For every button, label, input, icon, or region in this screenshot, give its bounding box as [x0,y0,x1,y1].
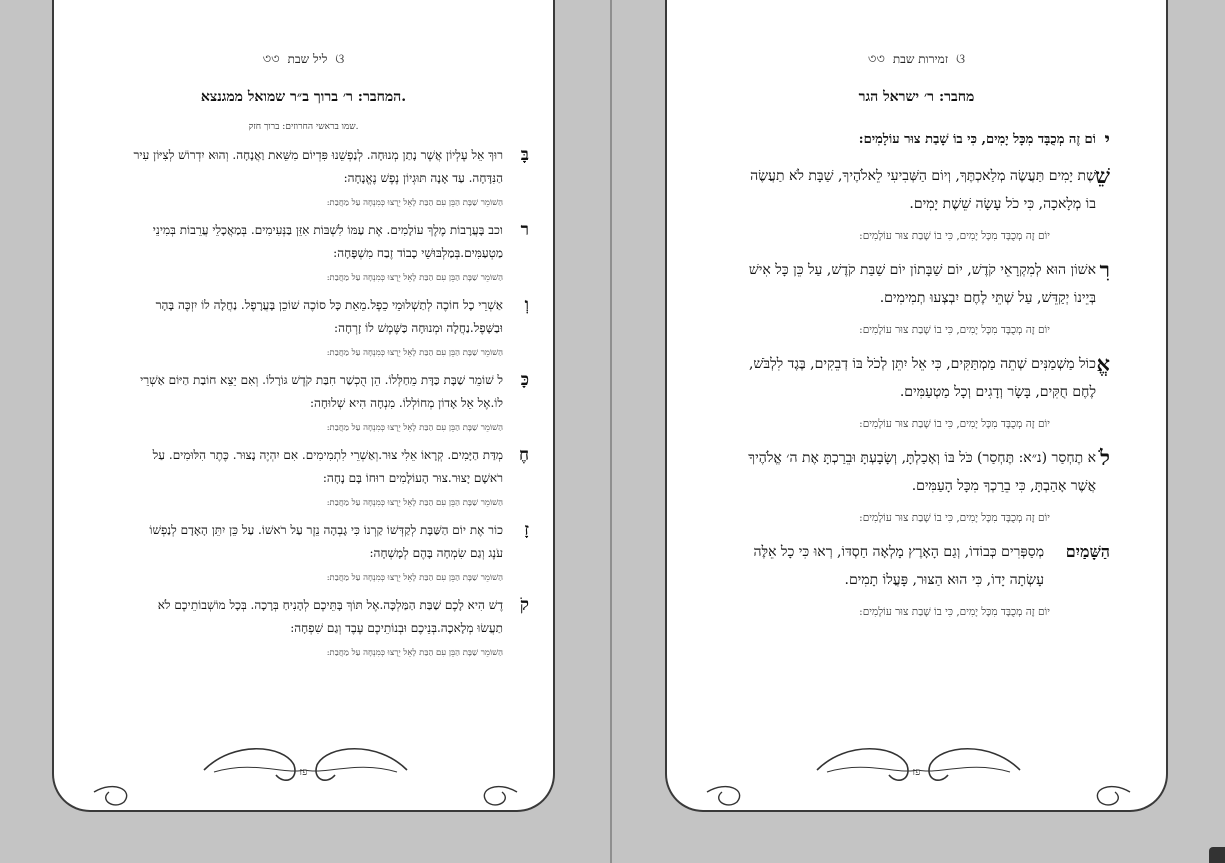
refrain: הַשׁוֹמֵר שַׁבָּת הַבֵּן עִם הַבַּת לָאֵל יֵרָצוּ כְּמִנְחָה עַל מַחֲבַת: [326,498,503,508]
stanza [745,256,1110,312]
stanza-text: מְדַּת הַיָּמִים. קְרָאוֹ אֵלִי צוּר.וְאַשְׁרֵי לִתְמִימִים. אִם יִהְיֶה נָצוּר. כֶּתֶר הִלּוּמִים. עַל רֹאשָׁם יָצוּר.צוּר הָעוֹלָמִים רוּחוֹ בָּם נָחָה: [152,448,503,485]
stanza-initial: י [1104,127,1110,152]
refrain: יוֹם זֶה מְכֻבָּד מִכָּל יָמִים, כִּי בוֹ שָׁבַת צוּר עוֹלָמִים: [859,230,1050,242]
corner-tab [1209,847,1225,863]
stanza-text: כוֹר אֶת יוֹם הַשַּׁבָּת לְקַדְּשׁוֹ קַרְנוֹ כִּי גָבְהָה נֵזֶר עַל רֹאשׁוֹ. עַל כֵּן יִתֵּן הָאָדָם לְנַפְשׁוֹ עֹנֶג וְגַם שִׂמְחָה בָּהֶם לְמָשְׁחָה: [149,523,503,560]
stanza-initial: לֹ [1100,445,1110,470]
acrostic-note: שמו בראשי החרוזים: ברוך חזק. [248,122,359,132]
stanza-initial: ר [520,220,529,240]
stanza-text: רוּךְ אֵל עֶלְיוֹן אֲשֶׁר נָתַן מְנוּחָה. לְנַפְשֵׁנוּ פִּדְיוֹם מִשֵּׁאת וַאֲנָחָה. וְהוּא יִדְרוֹשׁ לְצִיּוֹן עִיר הַנִּדָּחָה. עַד אָנָה תּוּגְיוֹן נֶפֶשׁ נֶאֱנָחָה: [133,148,503,185]
refrain: יוֹם זֶה מְכֻבָּד מִכָּל יָמִים, כִּי בוֹ שָׁבַת צוּר עוֹלָמִים: [859,606,1050,618]
poem-column [745,126,1110,632]
page-number: פז [912,767,921,778]
refrain: יוֹם זֶה מְכֻבָּד מִכָּל יָמִים, כִּי בוֹ שָׁבַת צוּר עוֹלָמִים: [859,418,1050,430]
author-line: מחבר: ר׳ ישראל הגר [858,89,975,105]
stanza-text: וכב בָּעֲרָבוֹת מֶלֶךְ עוֹלָמִים. אֶת עַמּוֹ לִשְׁבּוֹת אִזֵּן בַּנְּעִימִים. בְּמַאֲכָלֵי עֲרֵבוֹת בְּמִינֵי מַטְעַמִּים.בְּמַלְבּוּשֵׁי כָבוֹד זֶבַח מִשְׁפָּחָה: [152,223,503,260]
book-spine [610,0,612,863]
stanza [132,594,529,640]
stanza-text: אַשְׁרֵי כָל חוֹכֶה לְתַשְׁלוּמֵי כֵפֶל.מֵאֵת כָּל סוֹכֶה שׁוֹכֵן בָּעֲרָפֶל. נַחֲלָה לוֹ יִזְכֶּה בָּהָר וּבַשָּׁפֶל.נַחֲלָה וּמְנוּחָה כַּשֶּׁמֶשׁ לוֹ זָרְחָה: [155,298,503,335]
refrain: הַשׁוֹמֵר שַׁבָּת הַבֵּן עִם הַבַּת לָאֵל יֵרָצוּ כְּמִנְחָה עַל מַחֲבַת: [326,348,503,358]
stanza-initial: בָּ [520,145,529,165]
stanza-text: אשׁוֹן הוּא לְמִקְרָאֵי קֹדֶשׁ, יוֹם שַׁבָּתוֹן יוֹם שַׁבַּת קֹדֶשׁ, עַל כֵּן כָּל אִישׁ בְּיֵינוֹ יְקַדֵּשׁ, עַל שְׁתֵּי לֶחֶם יִבְצְעוּ תְמִימִים. [748,262,1096,306]
stanza-initial: זָ [524,520,529,540]
refrain: הַשׁוֹמֵר שַׁבָּת הַבֵּן עִם הַבַּת לָאֵל יֵרָצוּ כְּמִנְחָה עַל מַחֲבַת: [326,423,503,433]
stanza [132,444,529,490]
poem-column [132,144,529,669]
refrain: הַשׁוֹמֵר שַׁבָּת הַבֵּן עִם הַבַּת לָאֵל יֵרָצוּ כְּמִנְחָה עַל מַחֲבַת: [326,648,503,658]
stanza-text: דֶשׁ הִיא לָכֶם שַׁבַּת הַמַּלְכָּה.אֶל תּוֹךְ בָּתֵּיכֶם לְהָנִיחַ בְּרָכָה. בְּכָל מוֹשְׁבוֹתֵיכֶם לֹא תַעֲשׂוּ מְלָאכָה.בְּנֵיכֶם וּבְנוֹתֵיכֶם עֶבֶד וְגַם שִׁפְחָה: [157,598,503,635]
running-head-text: זמירות שבת [892,52,949,66]
stanza [132,144,529,190]
stanza-initial: הַשָּׁמַיִם [1065,542,1110,561]
stanza-initial: חֶ [518,445,529,465]
running-head-left [54,50,553,71]
ornament-icon: ଓ [956,52,966,67]
stanza [132,519,529,565]
stanza [745,444,1110,500]
stanza [132,294,529,340]
refrain: הַשׁוֹמֵר שַׁבָּת הַבֵּן עִם הַבַּת לָאֵל יֵרָצוּ כְּמִנְחָה עַל מַחֲבַת: [326,198,503,208]
stanza-text: שֶׁת יָמִים תַּעֲשֶׂה מְלַאכְתֶּךָ, וְיוֹם הַשְּׁבִיעִי לֵאלֹהֶיךָ, שַׁבָּת לֹא תַעֲשֶׂה בוֹ מְלָאכָה, כִּי כֹל עָשָׂה שֵׁשֶׁת יָמִים. [750,168,1096,212]
stanza [745,538,1110,594]
refrain: הַשׁוֹמֵר שַׁבָּת הַבֵּן עִם הַבַּת לָאֵל יֵרָצוּ כְּמִנְחָה עַל מַחֲבַת: [326,273,503,283]
stanza [745,162,1110,218]
stanza-initial: קֹ [519,595,529,615]
stanza-text: ל שׁוֹמֵר שַׁבָּת כַּדָּת מֵחַלְּלוֹ. הֵן הֻכְשַׁר חִבַּת קֹדֶשׁ גּוֹרָלוֹ. וְאִם יֵצֵא חוֹבַת הַיּוֹם אַשְׁרֵי לוֹ.אֶל אֵל אָדוֹן מְחוֹלְלוֹ. מִנְחָה הִיא שְׁלוּחָה: [140,373,503,410]
stanza-initial: וְ [524,295,529,315]
stanza-initial: שֵׁ [1095,163,1110,188]
stanza-text: א תֶחְסַר (נ״א: תֶּחְסַר) כֹּל בּוֹ וְאָכַלְתָּ, וְשָׂבָעְתָּ וּבֵרַכְתָּ אֶת ה׳ אֱלֹהֶיךָ אֲשֶׁר אָהַבְתָּ, כִּי בֵרַכְךָ מִכָּל הָעַמִּים. [748,450,1096,494]
page-number: פז [299,767,308,778]
author-line: המחבר: ר׳ ברוך ב״ר שמואל ממגנצא. [200,89,407,105]
refrain: הַשׁוֹמֵר שַׁבָּת הַבֵּן עִם הַבַּת לָאֵל יֵרָצוּ כְּמִנְחָה עַל מַחֲבַת: [326,573,503,583]
stanza-text: כוֹל מַשְׁמַנִּים שְׁתֵה מַמְתַּקִּים, כִּי אֵל יִתֵּן לְכֹל בּוֹ דְבֵקִים, בֶּגֶד לִלְבֹּשׁ, לֶחֶם חֻקִּים, בָּשָׂר וְדָגִים וְכָל מַטְעַמִּים. [748,356,1096,400]
ornament-icon: ৩৩ [867,52,885,67]
left-page [52,0,555,812]
running-head-text: ליל שבת [287,52,328,66]
stanza [745,350,1110,406]
refrain: יוֹם זֶה מְכֻבָּד מִכָּל יָמִים, כִּי בוֹ שָׁבַת צוּר עוֹלָמִים: [859,512,1050,524]
stanza-text: מְסַפְּרִים כְּבוֹדוֹ, וְגַם הָאָרֶץ מָלְאָה חַסְדּוֹ, רְאוּ כִּי כָל אֵלֶּה עָשְׂתָה יָדוֹ, כִּי הוּא הַצּוּר, פָּעֳלוֹ תָמִים. [753,544,1044,588]
ornament-icon: ଓ [335,52,345,67]
stanza-text: וֹם זֶה מְכֻבָּד מִכָּל יָמִים, כִּי בוֹ שָׁבַת צוּר עוֹלָמִים: [858,132,1096,147]
stanza-initial: כָּ [520,370,529,390]
right-page [665,0,1168,812]
ornament-icon: ৩৩ [262,52,280,67]
lead-line [745,126,1110,154]
refrain: יוֹם זֶה מְכֻבָּד מִכָּל יָמִים, כִּי בוֹ שָׁבַת צוּר עוֹלָמִים: [859,324,1050,336]
stanza [132,219,529,265]
stanza [132,369,529,415]
stanza-initial: רִ [1099,257,1110,282]
stanza-initial: אֱ [1096,351,1110,376]
running-head-right [667,50,1166,71]
